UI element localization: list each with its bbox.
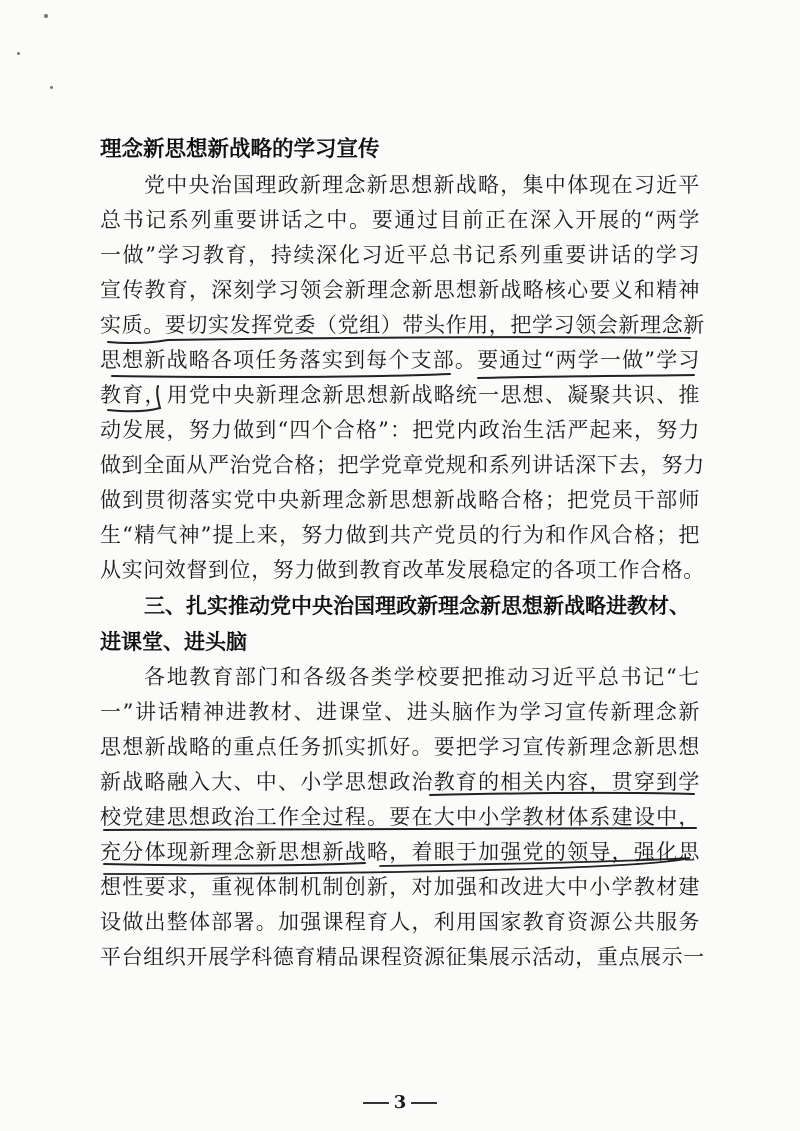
section-heading-line: 进课堂、进头脑 [100, 630, 247, 654]
text-line: 做到贯彻落实党中央新理念新思想新战略合格；把党员干部师 [100, 488, 700, 512]
underline-mark [104, 863, 365, 865]
section-title-continued: 理念新思想新战略的学习宣传 [100, 137, 380, 162]
underline-mark [108, 340, 168, 343]
text-line: 想性要求，重视体制机制创新，对加强和改进大中小学教材建 [100, 875, 700, 899]
text-line: 充分体现新理念新思想新战略，着眼于加强党的领导，强化思 [100, 840, 700, 864]
text-line: 设做出整体部署。加强课程育人，利用国家教育资源公共服务 [100, 910, 700, 934]
text-line: 各地教育部门和各级各类学校要把推动习近平总书记“七 [144, 665, 700, 689]
text-line: 思想新战略的重点任务抓实抓好。要把学习宣传新理念新思想 [100, 735, 700, 759]
text-line: 动发展，努力做到“四个合格”：把党内政治生活严起来，努力 [100, 418, 700, 442]
text-line: 实质。要切实发挥党委（党组）带头作用，把学习领会新理念新 [100, 313, 705, 337]
text-line: 一做”学习教育，持续深化习近平总书记系列重要讲话的学习 [100, 243, 700, 267]
text-line: 思想新战略各项任务落实到每个支部。要通过“两学一做”学习 [100, 348, 700, 372]
text-line: 教育，用党中央新理念新思想新战略统一思想、凝聚共识、推 [100, 383, 700, 407]
text-line: 从实问效督到位，努力做到教育改革发展稳定的各项工作合格。 [100, 558, 705, 582]
text-line: 宣传教育，深刻学习领会新理念新思想新战略核心要义和精神 [100, 278, 700, 302]
text-line: 平台组织开展学科德育精品课程资源征集展示活动，重点展示一 [100, 945, 705, 969]
text-line: 党中央治国理政新理念新思想新战略，集中体现在习近平 [144, 173, 700, 197]
underline-mark [108, 386, 160, 411]
text-line: 校党建思想政治工作全过程。要在大中小学教材体系建设中， [100, 805, 700, 829]
text-line: 一”讲话精神进教材、进课堂、进头脑作为学习宣传新理念新 [100, 700, 700, 724]
text-line: 总书记系列重要讲话之中。要通过目前正在深入开展的“两学 [100, 208, 700, 232]
underline-mark [168, 337, 690, 340]
text-line: 新战略融入大、中、小学思想政治教育的相关内容，贯穿到学 [100, 770, 700, 794]
text-line: 做到全面从严治党合格；把学党章党规和系列讲话深下去，努力 [100, 453, 705, 477]
page-number: 3 [393, 1092, 407, 1113]
section-heading-line: 三、扎实推动党中央治国理政新理念新思想新战略进教材、 [144, 594, 690, 618]
text-line: 生“精气神”提上来，努力做到共产党员的行为和作风合格；把 [100, 523, 700, 547]
page-footer [0, 1092, 800, 1113]
footer-dash [411, 1102, 437, 1104]
underline-mark [430, 793, 694, 795]
underline-mark [112, 374, 450, 377]
footer-dash [363, 1102, 389, 1104]
underline-mark [478, 375, 694, 378]
underline-mark [104, 828, 696, 830]
